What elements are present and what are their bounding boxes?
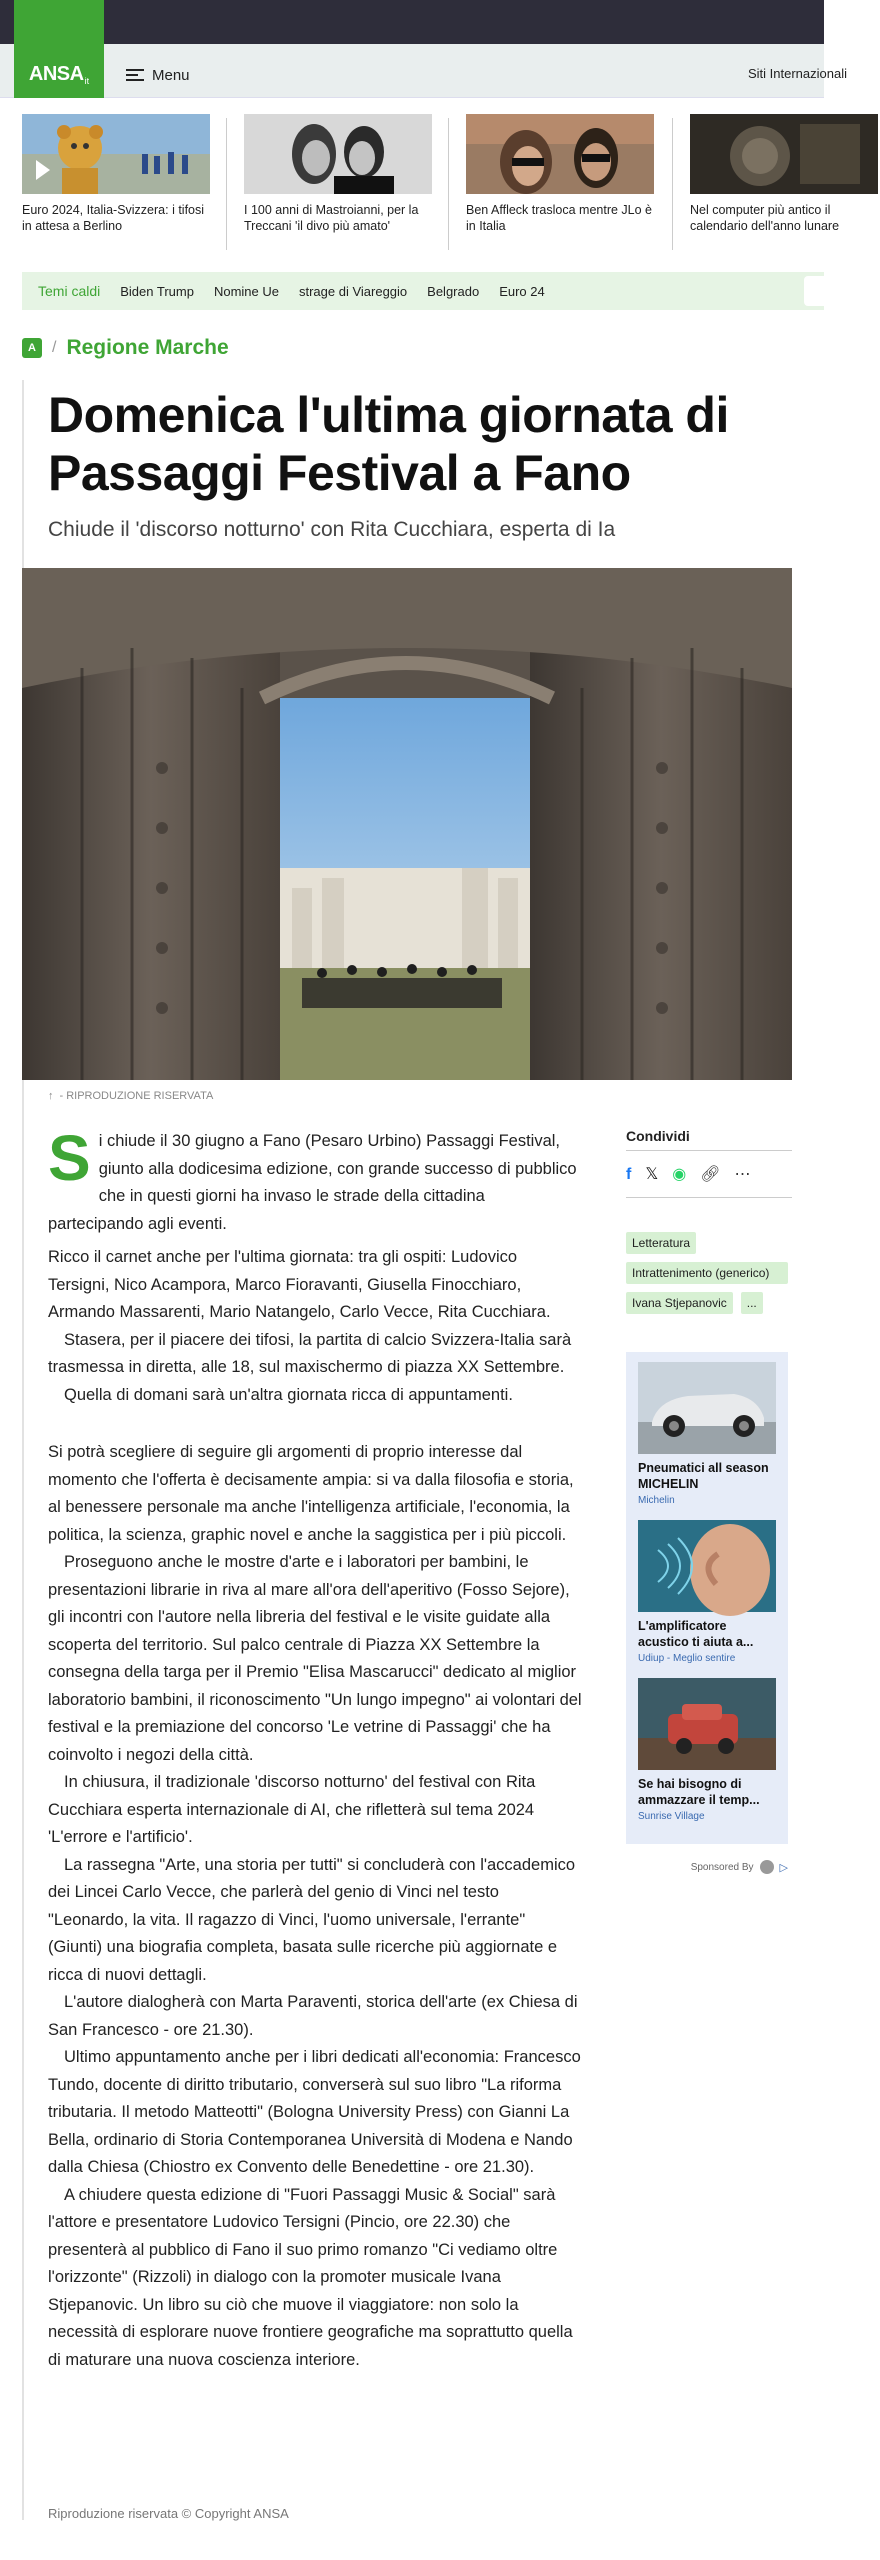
news-thumbnail — [22, 114, 210, 194]
sponsor-logo-icon — [760, 1860, 774, 1874]
image-caption — [48, 1090, 213, 1102]
hot-topics-bar — [22, 272, 824, 310]
ad-source: Sunrise Village — [638, 1811, 705, 1822]
news-title: Ben Affleck trasloca mentre JLo è in Italia — [466, 203, 652, 233]
breadcrumb-separator: / — [52, 339, 57, 356]
nav-bar — [0, 44, 824, 98]
news-thumbnail — [690, 114, 878, 194]
hot-topics-label: Temi caldi — [38, 283, 101, 299]
news-thumbnail — [244, 114, 432, 194]
tag[interactable]: Intrattenimento (generico) — [626, 1262, 788, 1284]
ansa-logo[interactable] — [14, 0, 104, 98]
ad-image — [638, 1362, 776, 1454]
news-card[interactable] — [22, 114, 212, 234]
ad-card[interactable] — [638, 1520, 778, 1664]
news-card[interactable] — [690, 114, 880, 234]
hot-topics-scroll-button[interactable] — [804, 276, 824, 306]
adchoices-icon[interactable]: ▷ — [779, 1861, 788, 1874]
article-paragraph: A chiudere questa edizione di "Fuori Passaggi Music & Social" sarà l'attore e presentatore Ludovico Tersigni (Pincio, ore 22.30) che presenterà al pubblico di Fano il suo primo romanzo "Ci vediamo oltre l'orizzonte" (Rizzoli) in dialogo con la promoter musicale Ivana Stjepanovic. Un libro su ciò che muove il viaggiatore: non solo la necessità di esplorare nuove frontiere geografiche ma soprattutto quella di maturare una nuova coscienza interiore. — [48, 2185, 573, 2369]
ad-title: L'amplificatore acustico ti aiuta a... — [638, 1619, 754, 1649]
logo-text: ANSA — [28, 63, 84, 85]
ad-title: Pneumatici all season MICHELIN — [638, 1461, 769, 1491]
ad-source: Michelin — [638, 1495, 675, 1506]
news-card[interactable] — [466, 114, 656, 234]
logo-sup: it — [84, 76, 90, 86]
copyright-notice: Riproduzione riservata © Copyright ANSA — [48, 2506, 289, 2521]
hot-topic-link[interactable]: strage di Viareggio — [298, 283, 408, 299]
expand-icon[interactable]: ↑ — [48, 1090, 54, 1102]
sponsored-label: Sponsored By — [690, 1861, 754, 1873]
hot-topic-link[interactable]: Biden Trump — [120, 283, 194, 299]
article-paragraph: Stasera, per il piacere dei tifosi, la partita di calcio Svizzera-Italia sarà trasmessa in diretta, alle 18, sul maxischermo di piazza XX Settembre. — [48, 1330, 572, 1376]
hero-image — [22, 568, 792, 1080]
news-card[interactable] — [244, 114, 434, 234]
share-title: Condividi — [626, 1128, 690, 1144]
article-body — [48, 1122, 582, 2374]
ansa-region-icon: A — [22, 338, 42, 358]
breadcrumb — [22, 336, 229, 360]
news-strip — [0, 114, 840, 254]
menu-label: Menu — [152, 66, 190, 84]
sponsored-by[interactable] — [626, 1860, 792, 1874]
news-thumbnail — [466, 114, 654, 194]
ad-card[interactable] — [638, 1678, 778, 1822]
x-icon[interactable]: 𝕏 — [645, 1166, 659, 1183]
share-icons — [626, 1165, 792, 1185]
top-bar — [0, 0, 824, 44]
news-title: Nel computer più antico il calendario dell'anno lunare — [690, 203, 840, 233]
sponsored-box — [626, 1352, 788, 1844]
hot-topic-link[interactable]: Nomine Ue — [213, 283, 279, 299]
article-paragraph: La rassegna "Arte, una storia per tutti" si concluderà con l'accademico dei Lincei Carlo Vecce, che parlerà del genio di Vinci nel testo "Leonardo, la vita. Il ragazzo di Vinci, l'uomo universale, l'errante" (Giunti) una biografia completa, basata sulle ricerche più aggiornate e ricca di nuovi dettagli. — [48, 1855, 576, 1984]
article-paragraph: In chiusura, il tradizionale 'discorso notturno' del festival con Rita Cucchiara esperta internazionale di AI, che rifletterà sul tema 2024 'L'errore e l'artificio'. — [48, 1773, 536, 1846]
tag-more[interactable]: ... — [741, 1292, 763, 1314]
caption-text: - RIPRODUZIONE RISERVATA — [59, 1090, 214, 1102]
drop-cap: S — [48, 1122, 91, 1194]
article-paragraph: Ultimo appuntamento anche per i libri dedicati all'economia: Francesco Tundo, docente di diritto tributario, converserà sul suo libro "La riforma tributaria. Il metodo Matteotti" (Bologna University Press) con Gianni La Bella, ordinario di Storia Contemporanea Università di Modena e Nando dalla Chiesa (Chiostro ex Convento delle Benedettine - ore 21.30). — [48, 2048, 581, 2176]
article-paragraph: Ricco il carnet anche per l'ultima giornata: tra gli ospiti: Ludovico Tersigni, Nico Acampora, Marco Fioravanti, Giusella Finocchiaro, Armando Massarenti, Mario Natangelo, Carlo Vecce, Rita Cucchiara. — [48, 1248, 551, 1321]
article-paragraph: Proseguono anche le mostre d'arte e i laboratori per bambini, le presentazioni librarie in riva al mare all'ora dell'aperitivo (Fosso Sejore), gli incontri con l'autore nella libreria del festival e le visite guidate alla scoperta del territorio. Sul palco centrale di Piazza XX Settembre la consegna della targa per il Premio "Elisa Mascarucci" dedicato al miglior laboratorio bambini, il riconoscimento "Un lungo impegno" ai volontari del festival e la premiazione del concorso 'Le vetrine di Passaggi' che ha coinvolto i negozi della città. — [48, 1553, 582, 1764]
paragraph-text: i chiude il 30 giugno a Fano (Pesaro Urbino) Passaggi Festival, giunto alla dodicesima edizione, con grande successo di pubblico che in questi giorni ha invaso le strade della cittadina partecipando agli eventi. — [48, 1132, 577, 1233]
news-title: Euro 2024, Italia-Svizzera: i tifosi in attesa a Berlino — [22, 203, 205, 233]
article-paragraph: Quella di domani sarà un'altra giornata ricca di appuntamenti. — [64, 1385, 513, 1404]
whatsapp-icon[interactable]: ◉ — [672, 1166, 687, 1183]
hot-topic-link[interactable]: Euro 24 — [499, 283, 545, 299]
link-icon[interactable]: 🔗︎ — [700, 1166, 721, 1183]
article-subheadline: Chiude il 'discorso notturno' con Rita Cucchiara, esperta di Ia — [48, 518, 616, 541]
article-sidebar — [626, 1128, 792, 1874]
news-title: I 100 anni di Mastroianni, per la Treccani 'il divo più amato' — [244, 203, 419, 233]
article-paragraph: Si potrà scegliere di seguire gli argomenti di proprio interesse dal momento che l'offerta è decisamente ampia: si va dalla filosofia e storia, al benessere personale ma anche l'intelligenza artificiale, l'economia, la politica, la scienza, graphic novel e anche la saggistica per i più piccoli. — [48, 1443, 574, 1544]
tag-list — [626, 1232, 792, 1314]
ad-image — [638, 1678, 776, 1770]
ad-source: Udiup - Meglio sentire — [638, 1653, 736, 1664]
hot-topic-link[interactable]: Belgrado — [427, 283, 480, 299]
region-link[interactable]: Regione Marche — [66, 336, 229, 359]
siti-internazionali-link[interactable]: Siti Internazionali — [748, 66, 847, 81]
tag[interactable]: Letteratura — [626, 1232, 696, 1254]
menu-button[interactable] — [126, 62, 190, 88]
tag[interactable]: Ivana Stjepanovic — [626, 1292, 733, 1314]
facebook-icon[interactable]: f — [626, 1166, 632, 1183]
article-paragraph — [48, 1122, 582, 1238]
ad-title: Se hai bisogno di ammazzare il temp... — [638, 1777, 760, 1807]
more-icon[interactable]: ⋯ — [734, 1166, 751, 1183]
ad-image — [638, 1520, 776, 1612]
hamburger-icon — [126, 69, 144, 81]
ad-card[interactable] — [638, 1362, 778, 1506]
article-headline: Domenica l'ultima giornata di Passaggi Festival a Fano — [48, 387, 729, 501]
article-paragraph: L'autore dialogherà con Marta Paraventi, storica dell'arte (ex Chiesa di San Francesco - ore 21.30). — [48, 1993, 578, 2039]
play-icon — [36, 160, 50, 180]
